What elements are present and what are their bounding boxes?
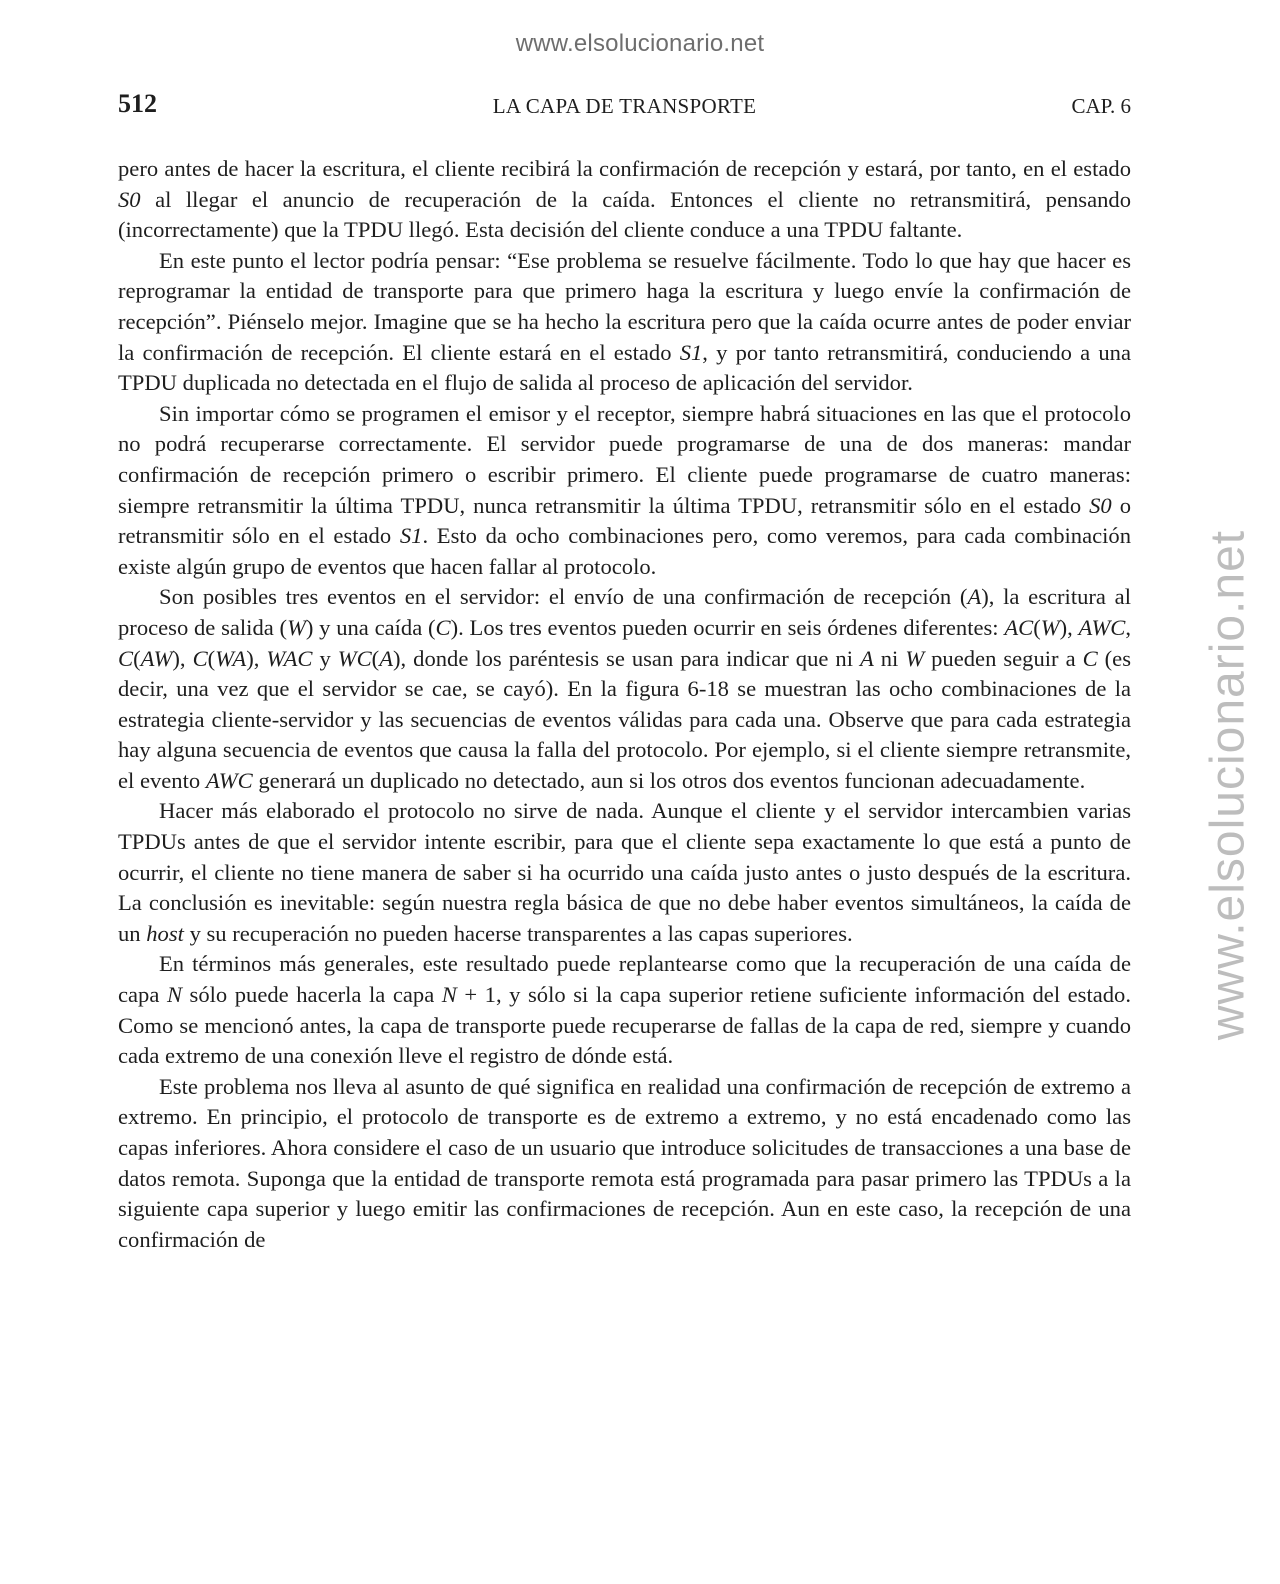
page-number: 512 <box>118 89 157 118</box>
paragraph: pero antes de hacer la escritura, el cliente recibirá la confirmación de recepción y estará, por tanto, en el estado S0 al llegar el anuncio de recuperación de la caída. Entonces el cliente no retransmitirá, pensando (incorrectamente) que la TPDU llegó. Esta decisión del cliente conduce a una TPDU faltante. <box>118 156 1131 243</box>
chapter-reference: CAP. 6 <box>1071 94 1131 118</box>
paragraph: Este problema nos lleva al asunto de qué significa en realidad una confirmación de recepción de extremo a extremo. En principio, el protocolo de transporte es de extremo a extremo, y no está encadenado como las capas inferiores. Ahora considere el caso de un usuario que introduce solicitudes de transacciones a una base de datos remota. Suponga que la entidad de transporte remota está programada para pasar primero las TPDUs a la siguiente capa superior y luego emitir las confirmaciones de recepción. Aun en este caso, la recepción de una confirmación de <box>118 1073 1131 1252</box>
watermark-url-side: www.elsolucionario.net <box>1201 529 1255 1041</box>
paragraph: En términos más generales, este resultado puede replantearse como que la recuperación de una caída de capa N sólo puede hacerla la capa N + 1, y sólo si la capa superior retiene suficiente información del estado. Como se mencionó antes, la capa de transporte puede recuperarse de fallas de la capa de red, siempre y cuando cada extremo de una conexión lleve el registro de dónde está. <box>118 951 1132 1069</box>
watermark-url-top: www.elsolucionario.net <box>515 30 765 57</box>
paragraph: Son posibles tres eventos en el servidor: el envío de una confirmación de recepción (A), la escritura al proceso de salida (W) y una caída (C). Los tres eventos pueden ocurrir en seis órdenes diferentes: AC(W), AWC, C(AW), C(WA), WAC y WC(A), donde los paréntesis se usan para indicar que ni A ni W pueden seguir a C (es decir, una vez que el servidor se cae, se cayó). En la figura 6-18 se muestran las ocho combinaciones de la estrategia cliente-servidor y las secuencias de eventos válidas para cada una. Observe que para cada estrategia hay alguna secuencia de eventos que causa la falla del protocolo. Por ejemplo, si el cliente siempre retransmite, el evento AWC generará un duplicado no detectado, aun si los otros dos eventos funcionan adecuadamente. <box>118 584 1131 793</box>
paragraph: Hacer más elaborado el protocolo no sirve de nada. Aunque el cliente y el servidor intercambien varias TPDUs antes de que el servidor intente escribir, para que el cliente sepa exactamente lo que está a punto de ocurrir, el cliente no tiene manera de saber si ha ocurrido una caída justo antes o justo después de la escritura. La conclusión es inevitable: según nuestra regla básica de que no debe haber eventos simultáneos, la caída de un host y su recuperación no pueden hacerse transparentes a las capas superiores. <box>118 798 1131 946</box>
running-header <box>118 89 1131 125</box>
paragraph: Sin importar cómo se programen el emisor y el receptor, siempre habrá situaciones en las que el protocolo no podrá recuperarse correctamente. El servidor puede programarse de una de dos maneras: mandar confirmación de recepción primero o escribir primero. El cliente puede programarse de cuatro maneras: siempre retransmitir la última TPDU, nunca retransmitir la última TPDU, retransmitir sólo en el estado S0 o retransmitir sólo en el estado S1. Esto da ocho combinaciones pero, como veremos, para cada combinación existe algún grupo de eventos que hacen fallar al protocolo. <box>118 400 1131 579</box>
chapter-title: LA CAPA DE TRANSPORTE <box>492 94 757 118</box>
paragraph: En este punto el lector podría pensar: “Ese problema se resuelve fácilmente. Todo lo que hay que hacer es reprogramar la entidad de transporte para que primero haga la escritura y luego envíe la confirmación de recepción”. Piénselo mejor. Imagine que se ha hecho la escritura pero que la caída ocurre antes de poder enviar la confirmación de recepción. El cliente estará en el estado S1, y por tanto retransmitirá, conduciendo a una TPDU duplicada no detectada en el flujo de salida al proceso de aplicación del servidor. <box>118 247 1131 396</box>
body-text <box>118 154 1131 1255</box>
